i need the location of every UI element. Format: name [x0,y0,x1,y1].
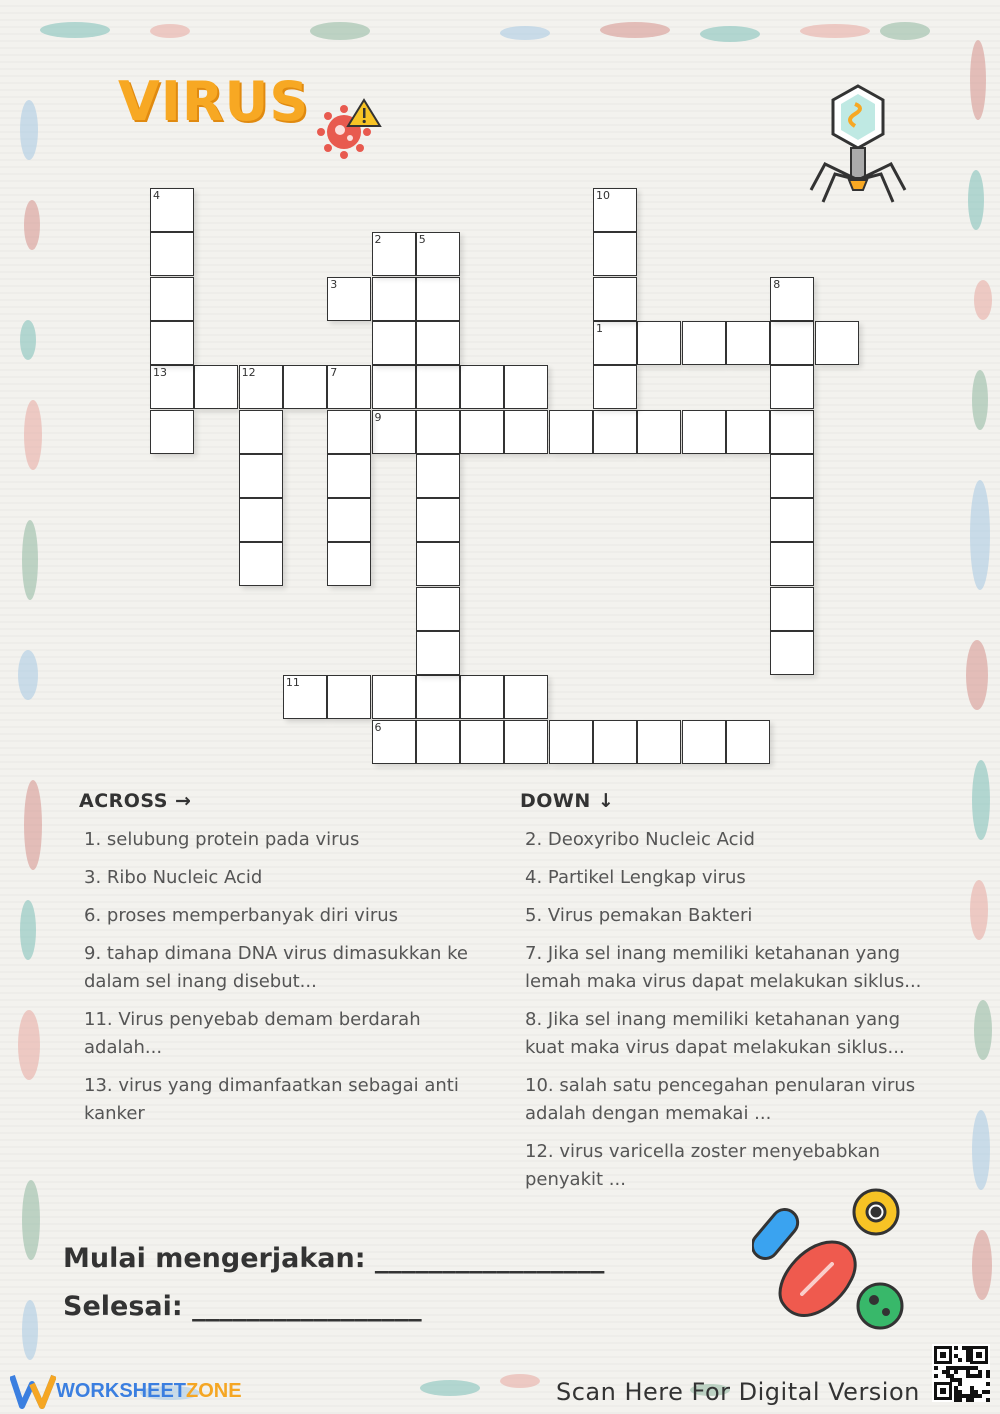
crossword-cell[interactable] [327,542,371,586]
clue-item: 11. Virus penyebab demam berdarah adalah... [84,1009,421,1058]
clue-item: 3. Ribo Nucleic Acid [84,867,263,888]
crossword-cell[interactable] [770,321,814,365]
crossword-cell[interactable] [549,410,593,454]
crossword-cell[interactable] [327,675,371,719]
crossword-cell[interactable] [416,587,460,631]
clue-item: 1. selubung protein pada virus [84,829,360,850]
crossword-cell[interactable] [327,454,371,498]
brand-zone: ZONE [186,1379,242,1402]
border-stroke [20,900,36,960]
crossword-cell[interactable] [416,542,460,586]
border-stroke [18,1010,40,1080]
crossword-cell[interactable] [372,321,416,365]
crossword-cell[interactable] [460,675,504,719]
crossword-cell[interactable] [726,720,770,764]
scan-instruction: Scan Here For Digital Version [556,1378,920,1406]
clue-item: 10. salah satu pencegahan penularan virus adalah dengan memakai ... [525,1075,916,1124]
crossword-cell[interactable] [815,321,859,365]
crossword-cell[interactable] [372,277,416,321]
crossword-cell[interactable] [637,720,681,764]
clue-number: 10 [596,189,610,202]
clue-number: 11 [285,676,300,690]
crossword-cell[interactable] [504,720,548,764]
crossword-cell[interactable] [637,321,681,365]
crossword-cell[interactable] [504,410,548,454]
clue-number: 8 [773,277,781,291]
crossword-cell[interactable] [726,321,770,365]
down-heading: DOWN ↓ [520,790,615,812]
crossword-cell[interactable] [150,410,194,454]
crossword-cell[interactable] [416,675,460,719]
crossword-cell[interactable] [770,454,814,498]
qr-code-icon[interactable] [932,1344,990,1402]
crossword-cell[interactable] [682,321,726,365]
crossword-cell[interactable] [549,720,593,764]
crossword-cell[interactable] [593,720,637,764]
crossword-cell[interactable] [416,410,460,454]
crossword-cell[interactable] [283,365,327,409]
crossword-cell[interactable] [504,365,548,409]
clue-item: 2. Deoxyribo Nucleic Acid [525,829,755,850]
crossword-cell[interactable] [460,410,504,454]
brand-logo [10,1372,242,1410]
clue-item: 9. tahap dimana DNA virus dimasukkan ke dalam sel inang disebut... [84,943,468,992]
crossword-cell[interactable] [770,365,814,409]
brand-w-icon [10,1372,56,1410]
crossword-cell[interactable] [504,675,548,719]
crossword-cell[interactable] [416,277,460,321]
crossword-cell[interactable] [416,720,460,764]
crossword-cell[interactable] [327,410,371,454]
crossword-cell[interactable] [416,321,460,365]
crossword-cell[interactable] [239,410,283,454]
border-stroke [970,880,988,940]
crossword-cell[interactable] [770,542,814,586]
bacteria-group-icon [752,1182,912,1342]
crossword-cell[interactable] [770,498,814,542]
page-title: VIRUS [118,70,310,133]
crossword-cell[interactable] [593,365,637,409]
crossword-cell[interactable] [416,365,460,409]
border-stroke [420,1380,480,1396]
crossword-cell[interactable] [416,454,460,498]
crossword-cell[interactable] [593,232,637,276]
crossword-cell[interactable] [239,542,283,586]
border-stroke [972,1110,990,1190]
crossword-cell[interactable] [372,675,416,719]
crossword-cell[interactable] [770,410,814,454]
clue-number: 3 [330,277,338,291]
crossword-cell[interactable] [770,631,814,675]
clue-item: 4. Partikel Lengkap virus [525,867,746,888]
border-stroke [22,1180,40,1260]
clue-item: 6. proses memperbanyak diri virus [84,905,399,926]
clue-item: 12. virus varicella zoster menyebabkan penyakit ... [525,1141,880,1190]
brand-worksheet: WORKSHEET [56,1379,186,1402]
clue-number: 12 [241,366,256,380]
crossword-cell[interactable] [637,410,681,454]
crossword-cell[interactable] [150,277,194,321]
crossword-cell[interactable] [416,631,460,675]
across-heading: ACROSS → [79,790,192,812]
border-stroke [22,1300,38,1360]
clue-number: 5 [418,233,426,247]
border-stroke [974,1000,992,1060]
clue-number: 1 [596,321,603,335]
crossword-cell[interactable] [770,587,814,631]
crossword-cell[interactable] [593,410,637,454]
crossword-cell[interactable] [460,365,504,409]
crossword-cell[interactable] [239,454,283,498]
clue-item: 5. Virus pemakan Bakteri [525,905,753,926]
border-stroke [972,1230,992,1300]
clue-number: 6 [374,720,382,734]
crossword-cell[interactable] [327,498,371,542]
crossword-cell[interactable] [682,720,726,764]
clue-number: 13 [153,366,167,380]
clue-item: 13. virus yang dimanfaatkan sebagai anti kanker [84,1075,459,1124]
border-stroke [500,1374,540,1388]
clue-item: 8. Jika sel inang memiliki ketahanan yang kuat maka virus dapat melakukan siklus... [525,1009,905,1058]
clue-number: 9 [374,410,382,424]
clue-number: 4 [153,189,160,202]
crossword-cell[interactable] [460,720,504,764]
crossword-cell[interactable] [726,410,770,454]
end-time-label: Selesai: _________________ [63,1291,422,1322]
clue-item: 7. Jika sel inang memiliki ketahanan yang lemah maka virus dapat melakukan siklus... [525,943,922,992]
crossword-cell[interactable] [150,321,194,365]
crossword-cell[interactable] [194,365,238,409]
crossword-cell[interactable] [372,365,416,409]
crossword-cell[interactable] [239,498,283,542]
clue-number: 7 [330,366,338,380]
start-time-label: Mulai mengerjakan: _________________ [63,1243,605,1274]
clue-number: 2 [374,233,382,247]
crossword-cell[interactable] [593,277,637,321]
crossword-cell[interactable] [416,498,460,542]
crossword-cell[interactable] [682,410,726,454]
crossword-cell[interactable] [150,232,194,276]
